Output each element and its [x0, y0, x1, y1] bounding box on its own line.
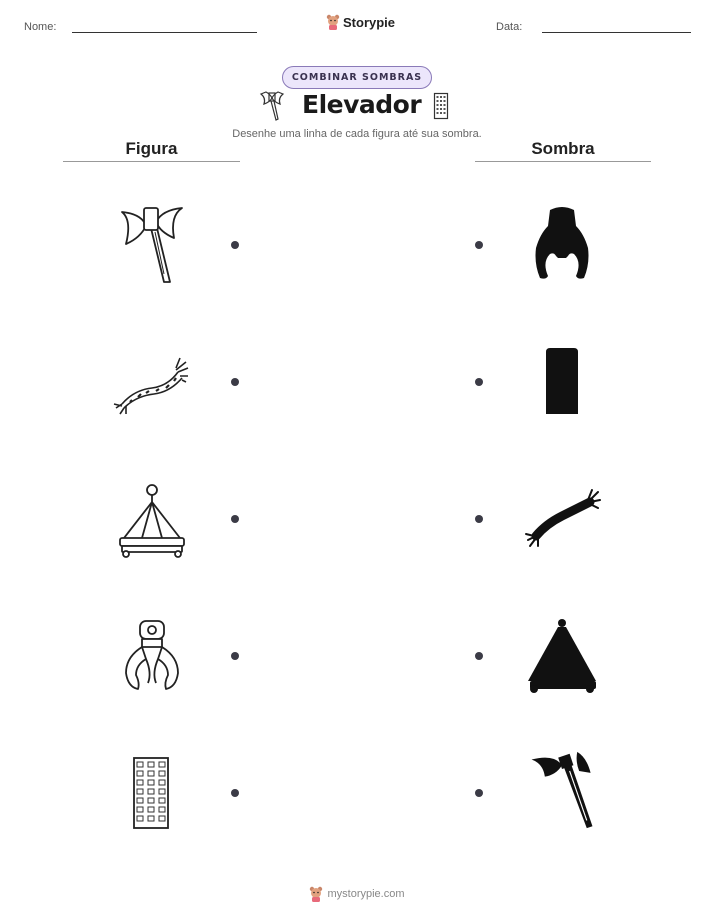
shadow-dot-2[interactable]: [475, 378, 483, 386]
building-icon[interactable]: [112, 754, 192, 834]
shadow-dot-3[interactable]: [475, 515, 483, 523]
title-building-icon: [433, 92, 449, 120]
date-line[interactable]: [542, 32, 691, 33]
footer: [309, 886, 404, 902]
footer-url[interactable]: mystorypie.com: [327, 888, 405, 900]
bear-mascot-icon: [326, 14, 340, 30]
shadow-dot-5[interactable]: [475, 789, 483, 797]
figure-dot-1[interactable]: [231, 241, 239, 249]
bear-mascot-footer-icon: [309, 886, 323, 902]
shadow-dot-4[interactable]: [475, 652, 483, 660]
instructions: Desenhe uma linha de cada figura até sua sombra.: [232, 128, 482, 140]
name-line[interactable]: [72, 32, 257, 33]
figure-header-underline: [63, 161, 240, 162]
shadow-dot-1[interactable]: [475, 241, 483, 249]
brand-logo: [326, 14, 395, 30]
axe-shadow-icon[interactable]: [522, 750, 602, 830]
grabber-claw-icon[interactable]: [112, 617, 192, 697]
rope-shadow-icon[interactable]: [522, 480, 602, 560]
shadow-header-underline: [475, 161, 651, 162]
hanging-platform-icon[interactable]: [112, 480, 192, 560]
building-shadow-icon[interactable]: [522, 342, 602, 422]
activity-badge: COMBINAR SOMBRAS: [282, 66, 432, 89]
platform-shadow-icon[interactable]: [522, 617, 602, 697]
figure-dot-5[interactable]: [231, 789, 239, 797]
figure-column-header: Figura: [125, 139, 178, 158]
figure-dot-2[interactable]: [231, 378, 239, 386]
shadow-column-header: Sombra: [531, 139, 595, 158]
rope-icon[interactable]: [112, 342, 192, 422]
title-axe-icon: [258, 90, 286, 122]
name-label: Nome:: [24, 21, 57, 33]
figure-dot-4[interactable]: [231, 652, 239, 660]
claw-shadow-icon[interactable]: [522, 204, 602, 284]
axe-icon[interactable]: [112, 204, 192, 284]
worksheet-title: Elevador: [302, 90, 422, 119]
date-label: Data:: [496, 21, 523, 33]
brand-name: Storypie: [343, 14, 396, 30]
figure-dot-3[interactable]: [231, 515, 239, 523]
